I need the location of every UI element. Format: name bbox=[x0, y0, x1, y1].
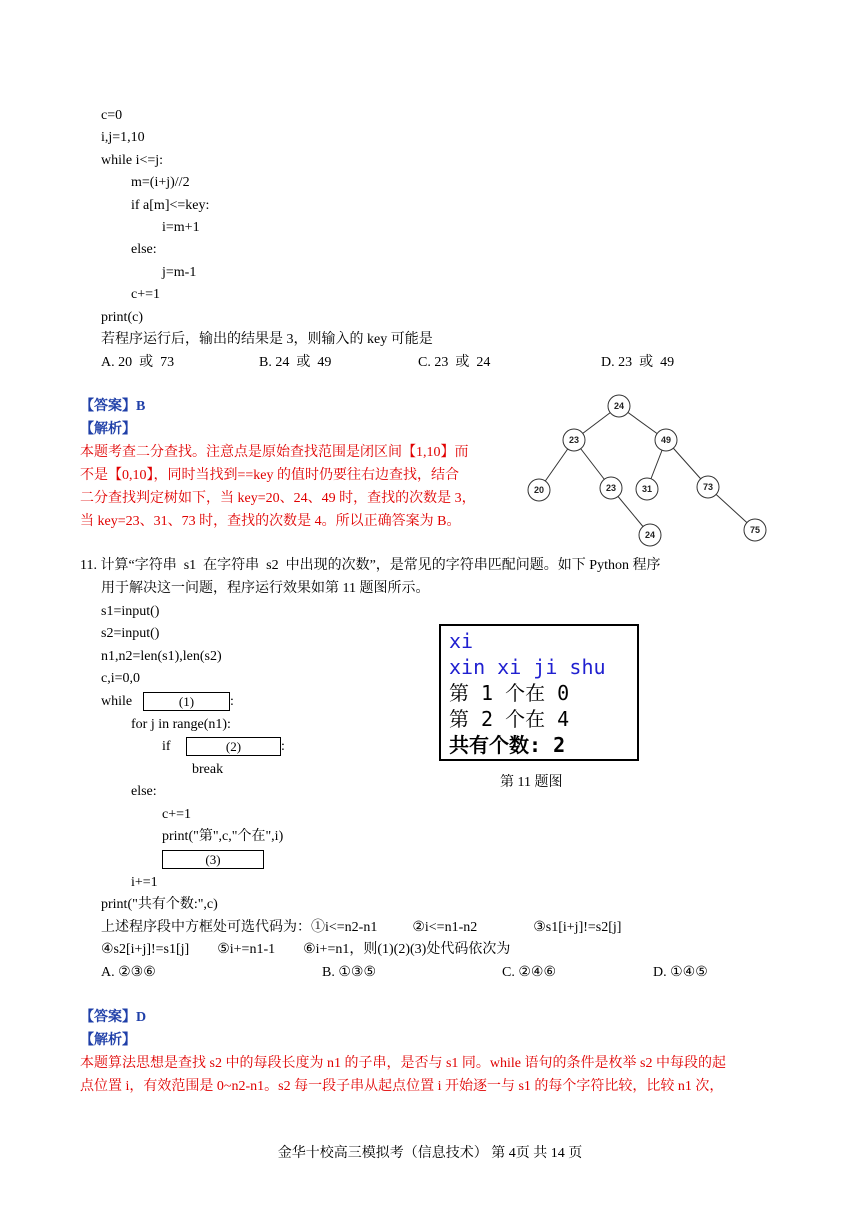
q11-answer: 【答案】D bbox=[80, 1010, 147, 1025]
tree-node-label: 20 bbox=[533, 485, 545, 495]
q11-choices: 上述程序段中方框处可选代码为：①i<=n2-n1 ②i<=n1-n2 ③s1[i+j]!=s2[j] bbox=[101, 920, 622, 935]
program-output-console bbox=[439, 624, 639, 761]
q11-choices: ④s2[i+j]!=s1[j] ⑤i+=n1-1 ⑥i+=n1，则(1)(2)(3)处代码依次为 bbox=[101, 942, 511, 957]
q11-analysis-title: 【解析】 bbox=[80, 1033, 136, 1048]
q10-analysis-line: 不是【0,10】，同时当找到==key 的值时仍要往右边查找，结合 bbox=[80, 468, 460, 483]
q10-option-b: B. 24 或 49 bbox=[259, 355, 332, 370]
tree-node-label: 24 bbox=[644, 530, 656, 540]
q10-code-line: i,j=1,10 bbox=[101, 130, 145, 145]
q10-code-line: m=(i+j)//2 bbox=[131, 175, 190, 190]
blank-1-box: (1) bbox=[143, 692, 230, 711]
q11-analysis-line: 点位置 i，有效范围是 0~n2-n1。s2 每一段子串从起点位置 i 开始逐一与 s1 的每个字符比较，比较 n1 次， bbox=[80, 1079, 724, 1094]
binary-search-tree-diagram bbox=[520, 392, 770, 552]
q11-code-colon: : bbox=[230, 694, 234, 709]
q11-option-b: B. ①③⑤ bbox=[322, 965, 376, 980]
q10-code-line: if a[m]<=key: bbox=[131, 198, 210, 213]
q11-code-while: while bbox=[101, 694, 133, 709]
tree-node-label: 75 bbox=[749, 525, 761, 535]
q11-option-c: C. ②④⑥ bbox=[502, 965, 556, 980]
q10-analysis-line: 二分查找判定树如下，当 key=20、24、49 时，查找的次数是 3， bbox=[80, 491, 476, 506]
q11-code-line: print("第",c,"个在",i) bbox=[162, 829, 284, 844]
blank-3-box: (3) bbox=[162, 850, 264, 869]
q10-analysis-title: 【解析】 bbox=[80, 422, 136, 437]
tree-node-label: 23 bbox=[568, 435, 580, 445]
q10-code-line: else: bbox=[131, 242, 157, 257]
q11-code-colon: : bbox=[281, 739, 285, 754]
blank-2-box: (2) bbox=[186, 737, 281, 756]
q11-option-a: A. ②③⑥ bbox=[101, 965, 156, 980]
q11-code-line: else: bbox=[131, 784, 157, 799]
q11-code-line: s1=input() bbox=[101, 604, 160, 619]
q10-analysis-line: 本题考查二分查找。注意点是原始查找范围是闭区间【1,10】而 bbox=[80, 445, 469, 460]
q10-option-a: A. 20 或 73 bbox=[101, 355, 175, 370]
tree-node-label: 73 bbox=[702, 482, 714, 492]
q11-code-line: s2=input() bbox=[101, 626, 160, 641]
q10-code-line: print(c) bbox=[101, 310, 143, 325]
console-line: 第 1 个在 0 bbox=[449, 681, 570, 705]
q10-code-line: c=0 bbox=[101, 108, 123, 123]
console-line: xi bbox=[449, 629, 474, 653]
q10-option-d: D. 23 或 49 bbox=[601, 355, 675, 370]
console-line: xin xi ji shu bbox=[449, 655, 606, 679]
q11-code-line: c+=1 bbox=[162, 807, 192, 822]
q10-analysis-line: 当 key=23、31、73 时，查找的次数是 4。所以正确答案为 B。 bbox=[80, 514, 461, 529]
q11-code-line: n1,n2=len(s1),len(s2) bbox=[101, 649, 222, 664]
q10-option-c: C. 23 或 24 bbox=[418, 355, 491, 370]
tree-node-label: 23 bbox=[605, 483, 617, 493]
console-line: 共有个数: 2 bbox=[449, 733, 566, 757]
q11-option-d: D. ①④⑤ bbox=[653, 965, 708, 980]
q11-code-line: for j in range(n1): bbox=[131, 717, 231, 732]
q11-code-line: i+=1 bbox=[131, 875, 158, 890]
q11-analysis-line: 本题算法思想是查找 s2 中的每段长度为 n1 的子串，是否与 s1 同。while 语句的条件是枚举 s2 中每段的起 bbox=[80, 1056, 726, 1071]
console-line: 第 2 个在 4 bbox=[449, 707, 570, 731]
q10-code-line: i=m+1 bbox=[162, 220, 200, 235]
q11-stem: 11. 计算“字符串 s1 在字符串 s2 中出现的次数”，是常见的字符串匹配问题。如下 Python 程序 bbox=[80, 558, 661, 573]
q11-code-line: c,i=0,0 bbox=[101, 671, 140, 686]
q10-answer: 【答案】B bbox=[80, 399, 146, 414]
q10-code-line: c+=1 bbox=[131, 287, 161, 302]
q11-code-if: if bbox=[162, 739, 171, 754]
q11-code-line: break bbox=[192, 762, 224, 777]
q10-question: 若程序运行后，输出的结果是 3，则输入的 key 可能是 bbox=[101, 332, 433, 347]
q10-code-line: j=m-1 bbox=[162, 265, 197, 280]
tree-node-label: 49 bbox=[660, 435, 672, 445]
tree-node-label: 31 bbox=[641, 484, 653, 494]
tree-node-label: 24 bbox=[613, 401, 625, 411]
q11-stem: 用于解决这一问题，程序运行效果如第 11 题图所示。 bbox=[101, 581, 430, 596]
q11-code-line: print("共有个数:",c) bbox=[101, 897, 218, 912]
page-footer: 金华十校高三模拟考（信息技术） 第 4页 共 14 页 bbox=[277, 1146, 583, 1161]
figure-caption: 第 11 题图 bbox=[500, 775, 563, 790]
q10-code-line: while i<=j: bbox=[101, 153, 164, 168]
